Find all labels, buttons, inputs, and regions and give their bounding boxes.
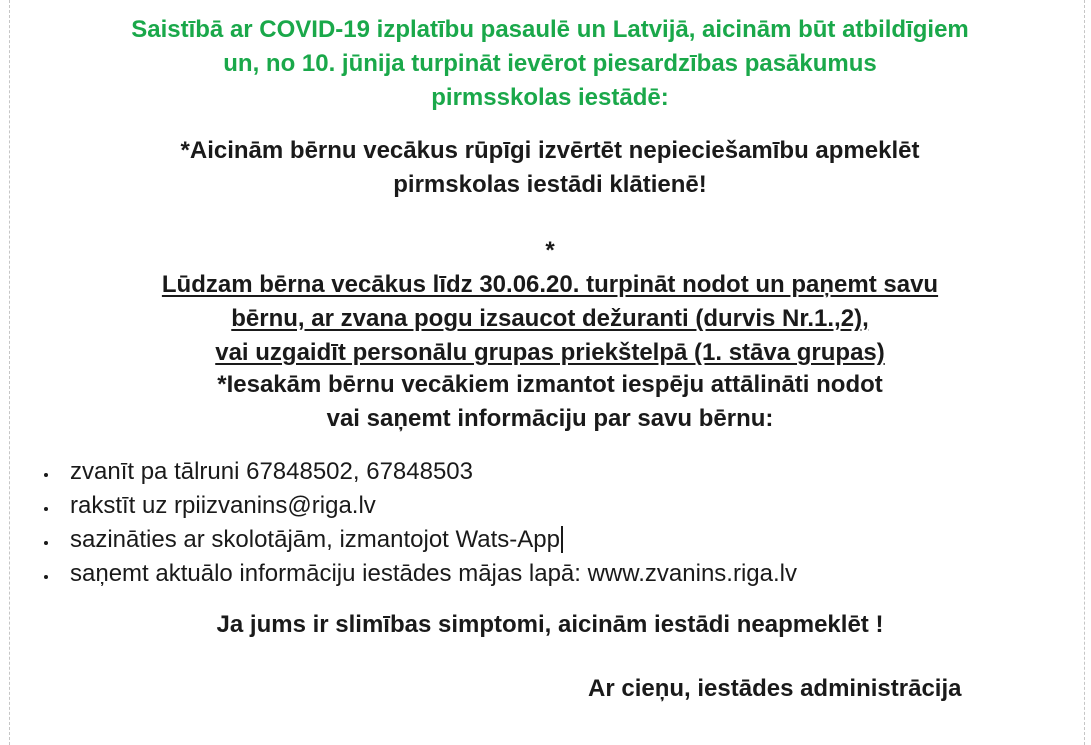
list-item [40, 489, 797, 523]
symptoms-warning: Ja jums ir slimības simptomi, aicinām iestādi neapmeklēt ! [216, 611, 884, 638]
asterisk-prefix: * [545, 237, 555, 264]
bullet-icon [44, 507, 48, 511]
bullet-icon [44, 575, 48, 579]
paragraph-line: vai uzgaidīt personālu grupas priekštelpā (1. stāva grupas) [215, 339, 885, 366]
paragraph-line: *Aicinām bērnu vecākus rūpīgi izvērtēt nepieciešamību apmeklēt [180, 137, 920, 164]
list-item-text: rakstīt uz rpiizvanins@riga.lv [70, 492, 376, 519]
paragraph-line: pirmskolas iestādi klātienē! [393, 171, 707, 198]
paragraph-line: vai saņemt informāciju par savu bērnu: [326, 405, 774, 432]
paragraph-line [0, 234, 1091, 302]
signature: Ar cieņu, iestādes administrācija [588, 675, 962, 702]
text-cursor [561, 526, 563, 553]
announcement-heading [0, 13, 1091, 115]
list-item-text: saņemt aktuālo informāciju iestādes mājas lapā: www.zvanins.riga.lv [70, 560, 797, 587]
list-item [40, 455, 797, 489]
heading-line: Saistībā ar COVID-19 izplatību pasaulē un Latvijā, aicinām būt atbildīgiem [131, 16, 969, 43]
paragraph-drop-off-instructions [0, 234, 1091, 370]
heading-line: pirmsskolas iestādē: [431, 84, 669, 111]
paragraph-remote-info [0, 368, 1091, 436]
heading-line: un, no 10. jūnija turpināt ievērot piesardzības pasākumus [223, 50, 877, 77]
list-item-text: zvanīt pa tālruni 67848502, 67848503 [70, 458, 473, 485]
contact-options-list [40, 455, 797, 591]
underlined-text: Lūdzam bērna vecākus līdz 30.06.20. turpināt nodot un paņemt savu [161, 271, 939, 298]
paragraph-line: *Iesakām bērnu vecākiem izmantot iespēju attālināti nodot [217, 371, 883, 398]
paragraph-line: bērnu, ar zvana pogu izsaucot dežuranti (durvis Nr.1.,2), [231, 305, 869, 332]
list-item [40, 557, 797, 591]
bullet-icon [44, 541, 48, 545]
list-item-text[interactable]: sazināties ar skolotājām, izmantojot Wats-App [70, 526, 560, 553]
paragraph-evaluate-attendance [0, 134, 1091, 202]
bullet-icon [44, 473, 48, 477]
list-item[interactable] [40, 523, 797, 557]
